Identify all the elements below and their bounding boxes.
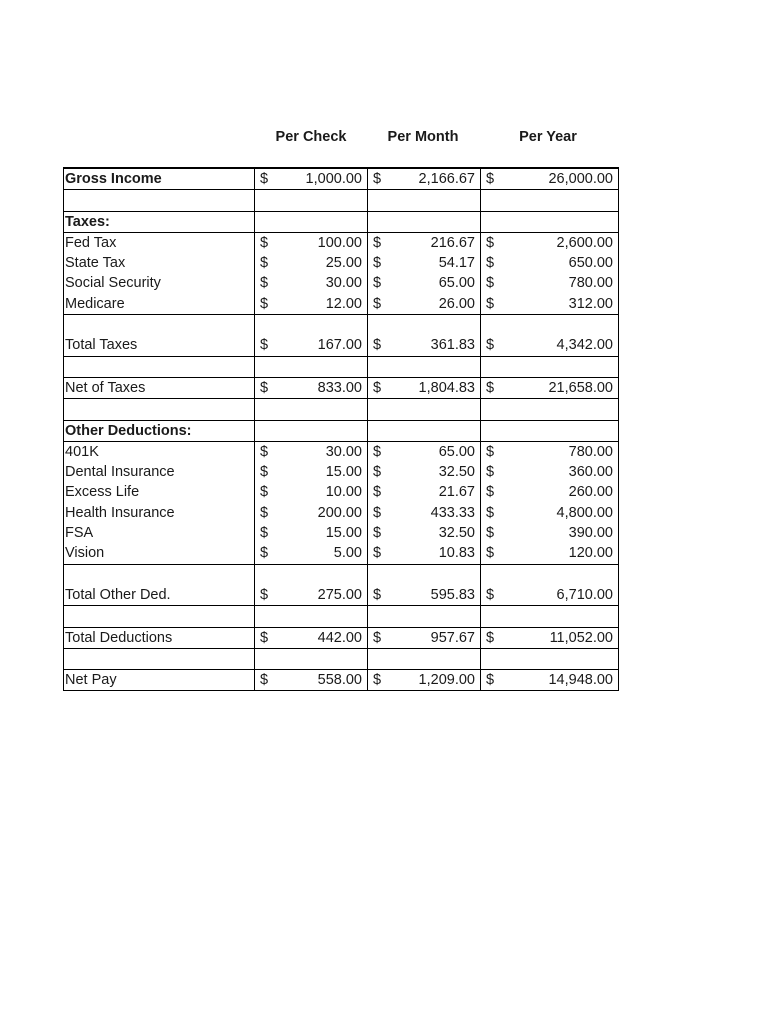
currency-symbol: $ (260, 484, 269, 501)
currency-symbol: $ (486, 255, 495, 272)
amount-value: 2,600.00 (556, 234, 613, 251)
per-month-cell (368, 670, 481, 690)
empty-cell (64, 190, 255, 210)
per-check-cell (255, 169, 368, 189)
per-month-cell (368, 378, 481, 398)
currency-symbol: $ (486, 171, 495, 187)
row-label: Net of Taxes (64, 378, 255, 398)
row-label: Dental Insurance (64, 462, 255, 482)
amount-value: 10.00 (325, 484, 362, 501)
currency-symbol: $ (260, 545, 269, 562)
row-deduction-item (64, 543, 619, 563)
payroll-table (63, 167, 619, 691)
blank-row (64, 189, 619, 210)
currency-symbol: $ (486, 545, 495, 562)
currency-symbol: $ (486, 464, 495, 481)
row-label: Total Deductions (64, 628, 255, 648)
empty-cell (255, 421, 368, 441)
currency-symbol: $ (260, 234, 269, 251)
row-total-taxes (64, 314, 619, 356)
per-year-cell (481, 565, 619, 606)
row-total-other-ded (64, 564, 619, 606)
header-per-year: Per Year (519, 129, 577, 145)
per-check-cell (255, 670, 368, 690)
empty-cell (255, 212, 368, 232)
empty-cell (64, 399, 255, 419)
amount-value: 120.00 (568, 545, 613, 562)
amount-value: 54.17 (438, 255, 475, 272)
currency-symbol: $ (486, 525, 495, 542)
amount-value: 65.00 (438, 275, 475, 292)
per-year-cell (481, 503, 619, 523)
amount-value: 433.33 (430, 504, 475, 521)
per-year-cell (481, 628, 619, 648)
per-check-cell (255, 523, 368, 543)
per-check-cell (255, 442, 368, 462)
currency-symbol: $ (260, 586, 269, 603)
per-year-cell (481, 378, 619, 398)
currency-symbol: $ (260, 629, 269, 646)
empty-cell (481, 212, 619, 232)
row-deduction-item (64, 462, 619, 482)
currency-symbol: $ (373, 275, 382, 292)
row-deduction-item (64, 503, 619, 523)
per-year-cell (481, 670, 619, 690)
empty-cell (368, 357, 481, 377)
per-check-cell (255, 565, 368, 606)
currency-symbol: $ (373, 337, 382, 354)
amount-value: 32.50 (438, 525, 475, 542)
amount-value: 12.00 (325, 295, 362, 312)
per-year-cell (481, 442, 619, 462)
per-year-cell (481, 523, 619, 543)
currency-symbol: $ (373, 379, 382, 396)
amount-value: 30.00 (325, 443, 362, 460)
row-deduction-item (64, 482, 619, 502)
blank-row (64, 356, 619, 377)
empty-cell (368, 212, 481, 232)
empty-cell (368, 649, 481, 669)
per-check-cell (255, 315, 368, 356)
amount-value: 442.00 (317, 629, 362, 646)
per-month-cell (368, 628, 481, 648)
amount-value: 312.00 (568, 295, 613, 312)
row-net-pay (64, 669, 619, 691)
per-month-cell (368, 294, 481, 314)
currency-symbol: $ (486, 504, 495, 521)
amount-value: 21,658.00 (548, 379, 613, 396)
per-year-cell (481, 169, 619, 189)
currency-symbol: $ (373, 545, 382, 562)
amount-value: 100.00 (317, 234, 362, 251)
empty-cell (64, 649, 255, 669)
per-month-cell (368, 253, 481, 273)
empty-cell (64, 357, 255, 377)
per-month-cell (368, 523, 481, 543)
row-label: Medicare (64, 294, 255, 314)
row-tax-item (64, 232, 619, 253)
amount-value: 595.83 (430, 586, 475, 603)
amount-value: 275.00 (317, 586, 362, 603)
amount-value: 32.50 (438, 464, 475, 481)
per-year-cell (481, 482, 619, 502)
currency-symbol: $ (373, 255, 382, 272)
per-year-cell (481, 294, 619, 314)
currency-symbol: $ (373, 586, 382, 603)
amount-value: 2,166.67 (418, 171, 475, 187)
currency-symbol: $ (373, 171, 382, 187)
row-net-of-taxes (64, 377, 619, 398)
currency-symbol: $ (373, 234, 382, 251)
per-year-cell (481, 543, 619, 563)
empty-cell (368, 399, 481, 419)
row-tax-item (64, 273, 619, 293)
currency-symbol: $ (486, 295, 495, 312)
amount-value: 30.00 (325, 275, 362, 292)
currency-symbol: $ (260, 171, 269, 187)
amount-value: 167.00 (317, 337, 362, 354)
per-check-cell (255, 253, 368, 273)
row-label: State Tax (64, 253, 255, 273)
empty-cell (481, 606, 619, 626)
amount-value: 65.00 (438, 443, 475, 460)
blank-row (64, 648, 619, 669)
amount-value: 21.67 (438, 484, 475, 501)
empty-cell (368, 190, 481, 210)
row-label: Fed Tax (64, 233, 255, 253)
currency-symbol: $ (486, 337, 495, 354)
amount-value: 25.00 (325, 255, 362, 272)
row-label: Gross Income (64, 169, 255, 189)
per-check-cell (255, 462, 368, 482)
section-heading: Taxes: (64, 212, 255, 232)
section-taxes (64, 211, 619, 232)
blank-row (64, 398, 619, 419)
per-check-cell (255, 233, 368, 253)
currency-symbol: $ (486, 379, 495, 396)
amount-value: 216.67 (430, 234, 475, 251)
amount-value: 558.00 (317, 672, 362, 689)
currency-symbol: $ (486, 443, 495, 460)
row-deduction-item (64, 523, 619, 543)
row-label: Total Other Ded. (64, 565, 255, 606)
amount-value: 361.83 (430, 337, 475, 354)
per-month-cell (368, 442, 481, 462)
per-check-cell (255, 294, 368, 314)
amount-value: 4,342.00 (556, 337, 613, 354)
amount-value: 1,804.83 (418, 379, 475, 396)
currency-symbol: $ (260, 672, 269, 689)
amount-value: 957.67 (430, 629, 475, 646)
currency-symbol: $ (260, 275, 269, 292)
currency-symbol: $ (486, 672, 495, 689)
per-month-cell (368, 482, 481, 502)
per-year-cell (481, 273, 619, 293)
amount-value: 260.00 (568, 484, 613, 501)
header-per-month: Per Month (387, 129, 459, 145)
currency-symbol: $ (260, 255, 269, 272)
row-label: Total Taxes (64, 315, 255, 356)
currency-symbol: $ (373, 525, 382, 542)
per-year-cell (481, 253, 619, 273)
row-label: Health Insurance (64, 503, 255, 523)
amount-value: 5.00 (333, 545, 362, 562)
amount-value: 10.83 (438, 545, 475, 562)
amount-value: 14,948.00 (548, 672, 613, 689)
amount-value: 15.00 (325, 464, 362, 481)
per-month-cell (368, 503, 481, 523)
currency-symbol: $ (373, 484, 382, 501)
amount-value: 26.00 (438, 295, 475, 312)
row-tax-item (64, 253, 619, 273)
per-month-cell (368, 543, 481, 563)
empty-cell (368, 606, 481, 626)
currency-symbol: $ (373, 672, 382, 689)
currency-symbol: $ (373, 504, 382, 521)
empty-cell (255, 606, 368, 626)
empty-cell (481, 190, 619, 210)
amount-value: 6,710.00 (556, 586, 613, 603)
per-month-cell (368, 169, 481, 189)
currency-symbol: $ (373, 464, 382, 481)
currency-symbol: $ (373, 443, 382, 460)
currency-symbol: $ (486, 484, 495, 501)
currency-symbol: $ (373, 629, 382, 646)
amount-value: 650.00 (568, 255, 613, 272)
per-check-cell (255, 543, 368, 563)
per-year-cell (481, 462, 619, 482)
per-month-cell (368, 462, 481, 482)
row-label: Vision (64, 543, 255, 563)
empty-cell (255, 649, 368, 669)
per-check-cell (255, 503, 368, 523)
amount-value: 780.00 (568, 443, 613, 460)
currency-symbol: $ (486, 275, 495, 292)
amount-value: 780.00 (568, 275, 613, 292)
section-other-deductions (64, 420, 619, 441)
empty-cell (255, 357, 368, 377)
row-total-deductions (64, 627, 619, 648)
currency-symbol: $ (260, 504, 269, 521)
amount-value: 833.00 (317, 379, 362, 396)
currency-symbol: $ (260, 295, 269, 312)
header-per-check: Per Check (275, 129, 347, 145)
row-label: FSA (64, 523, 255, 543)
row-deduction-item (64, 441, 619, 462)
per-check-cell (255, 628, 368, 648)
per-check-cell (255, 273, 368, 293)
per-month-cell (368, 315, 481, 356)
currency-symbol: $ (486, 586, 495, 603)
row-label: 401K (64, 442, 255, 462)
currency-symbol: $ (260, 337, 269, 354)
blank-row (64, 605, 619, 626)
amount-value: 4,800.00 (556, 504, 613, 521)
amount-value: 11,052.00 (549, 629, 613, 646)
row-label: Social Security (64, 273, 255, 293)
currency-symbol: $ (486, 629, 495, 646)
amount-value: 26,000.00 (548, 171, 613, 187)
per-check-cell (255, 482, 368, 502)
amount-value: 200.00 (317, 504, 362, 521)
empty-cell (255, 399, 368, 419)
amount-value: 1,000.00 (305, 171, 362, 187)
empty-cell (64, 606, 255, 626)
per-month-cell (368, 233, 481, 253)
amount-value: 15.00 (325, 525, 362, 542)
section-heading: Other Deductions: (64, 421, 255, 441)
currency-symbol: $ (373, 295, 382, 312)
per-check-cell (255, 378, 368, 398)
empty-cell (255, 190, 368, 210)
per-month-cell (368, 273, 481, 293)
empty-cell (481, 649, 619, 669)
row-label: Excess Life (64, 482, 255, 502)
per-month-cell (368, 565, 481, 606)
empty-cell (481, 421, 619, 441)
empty-cell (368, 421, 481, 441)
currency-symbol: $ (486, 234, 495, 251)
row-tax-item (64, 294, 619, 314)
currency-symbol: $ (260, 464, 269, 481)
per-year-cell (481, 233, 619, 253)
empty-cell (481, 357, 619, 377)
row-label: Net Pay (64, 670, 255, 690)
amount-value: 1,209.00 (418, 672, 475, 689)
amount-value: 360.00 (568, 464, 613, 481)
currency-symbol: $ (260, 379, 269, 396)
empty-cell (481, 399, 619, 419)
amount-value: 390.00 (568, 525, 613, 542)
currency-symbol: $ (260, 443, 269, 460)
per-year-cell (481, 315, 619, 356)
currency-symbol: $ (260, 525, 269, 542)
row-gross-income (64, 168, 619, 189)
